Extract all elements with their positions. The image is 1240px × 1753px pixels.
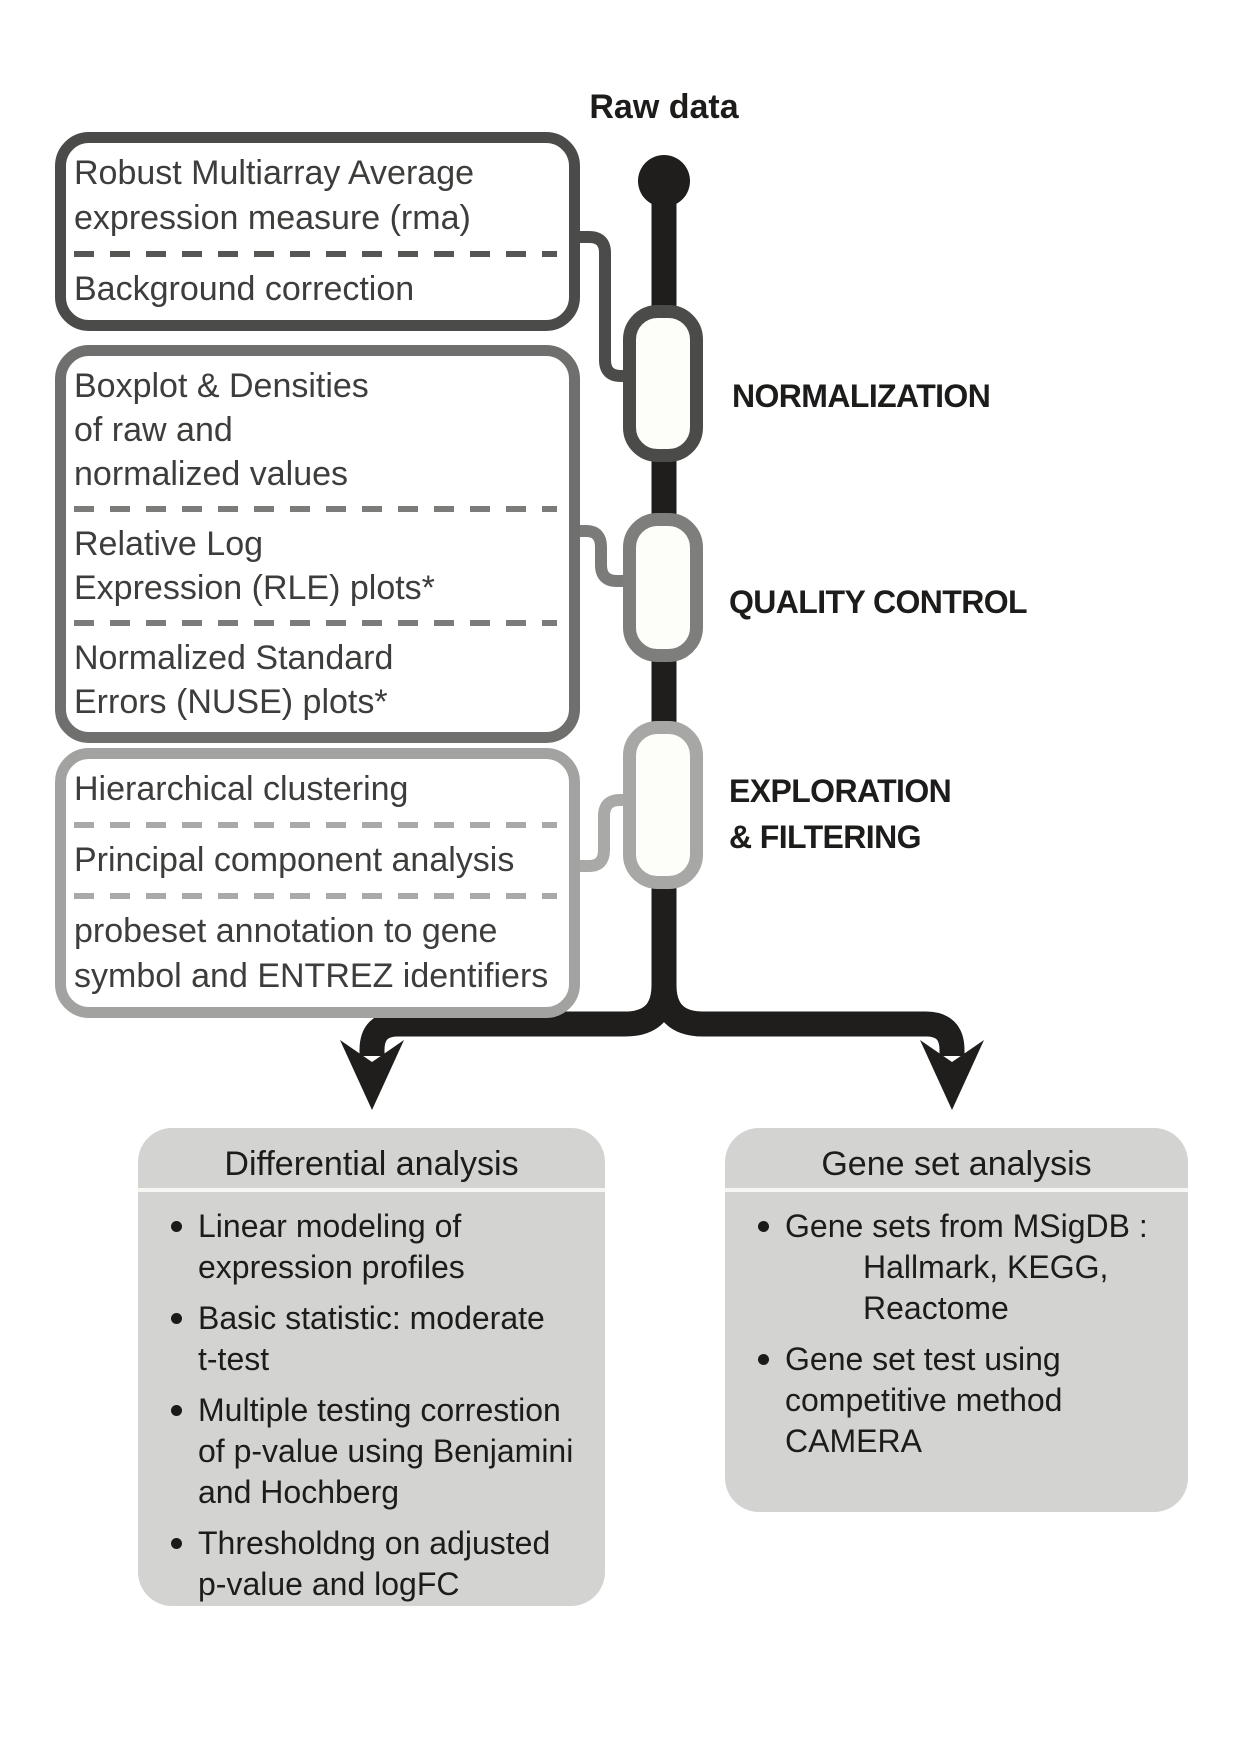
methods-box-quality-control bbox=[55, 345, 580, 743]
bullet-item bbox=[171, 1298, 595, 1380]
bullet-dot-icon bbox=[171, 1221, 182, 1232]
methods-box-normalization bbox=[55, 132, 580, 331]
method-text: probeset annotation to gene bbox=[74, 912, 498, 950]
main-flow-line-right-branch bbox=[664, 985, 952, 1056]
method-text: Hierarchical clustering bbox=[74, 770, 409, 808]
bullet-dot-icon bbox=[171, 1405, 182, 1416]
bullet-text: Gene sets from MSigDB : Hallmark, KEGG, Reactome bbox=[785, 1208, 1148, 1326]
stage-label-exploration-line1: EXPLORATION bbox=[729, 773, 952, 809]
method-text: Robust Multiarray Average bbox=[74, 154, 475, 192]
method-text: of raw and bbox=[74, 411, 233, 449]
stage-label-quality-control: QUALITY CONTROL bbox=[729, 584, 1027, 620]
dashed-divider bbox=[74, 893, 557, 899]
bullet-text: Gene set test using competitive method CAMERA bbox=[785, 1341, 1063, 1459]
gene-set-analysis-box bbox=[725, 1128, 1188, 1512]
stage-node-normalization bbox=[630, 312, 697, 456]
gene-set-analysis-bullets bbox=[725, 1192, 1188, 1462]
method-text: Relative Log bbox=[74, 525, 264, 563]
bullet-text: Multiple testing correstion of p-value using Benjamini and Hochberg bbox=[198, 1392, 574, 1510]
bullet-text: Thresholdng on adjusted p-value and logFC bbox=[198, 1525, 551, 1602]
method-text: normalized values bbox=[74, 455, 349, 493]
bullet-dot-icon bbox=[758, 1221, 769, 1232]
methods-box-exploration bbox=[55, 748, 580, 1018]
raw-data-node bbox=[638, 155, 690, 207]
method-text: Errors (NUSE) plots* bbox=[74, 683, 388, 721]
method-text: Normalized Standard bbox=[74, 639, 394, 677]
differential-analysis-bullets bbox=[138, 1192, 605, 1605]
method-text: expression measure (rma) bbox=[74, 199, 471, 237]
method-text: Principal component analysis bbox=[74, 841, 515, 879]
method-text: Boxplot & Densities bbox=[74, 367, 369, 405]
bullet-item bbox=[171, 1523, 595, 1605]
method-text: symbol and ENTREZ identifiers bbox=[74, 957, 549, 995]
differential-analysis-box bbox=[138, 1128, 605, 1606]
differential-analysis-title: Differential analysis bbox=[224, 1145, 519, 1183]
dashed-divider bbox=[74, 620, 557, 626]
stage-label-normalization: NORMALIZATION bbox=[732, 378, 991, 414]
bullet-text: Basic statistic: moderate t-test bbox=[198, 1300, 545, 1377]
bullet-dot-icon bbox=[171, 1538, 182, 1549]
bullet-item bbox=[758, 1339, 1178, 1462]
stage-label-exploration-line2: & FILTERING bbox=[729, 819, 921, 855]
bullet-dot-icon bbox=[758, 1354, 769, 1365]
stage-node-quality-control bbox=[630, 520, 697, 656]
method-text: Background correction bbox=[74, 270, 415, 308]
dashed-divider bbox=[74, 506, 557, 512]
bullet-item bbox=[758, 1206, 1178, 1329]
bullet-item bbox=[171, 1390, 595, 1513]
dashed-divider bbox=[74, 251, 557, 257]
dashed-divider bbox=[74, 822, 557, 828]
method-text: Expression (RLE) plots* bbox=[74, 569, 435, 607]
bullet-text: Linear modeling of expression profiles bbox=[198, 1208, 465, 1285]
raw-data-label: Raw data bbox=[589, 88, 739, 126]
bullet-item bbox=[171, 1206, 595, 1288]
stage-node-exploration bbox=[630, 728, 697, 883]
gene-set-analysis-title: Gene set analysis bbox=[821, 1145, 1092, 1183]
bullet-dot-icon bbox=[171, 1313, 182, 1324]
